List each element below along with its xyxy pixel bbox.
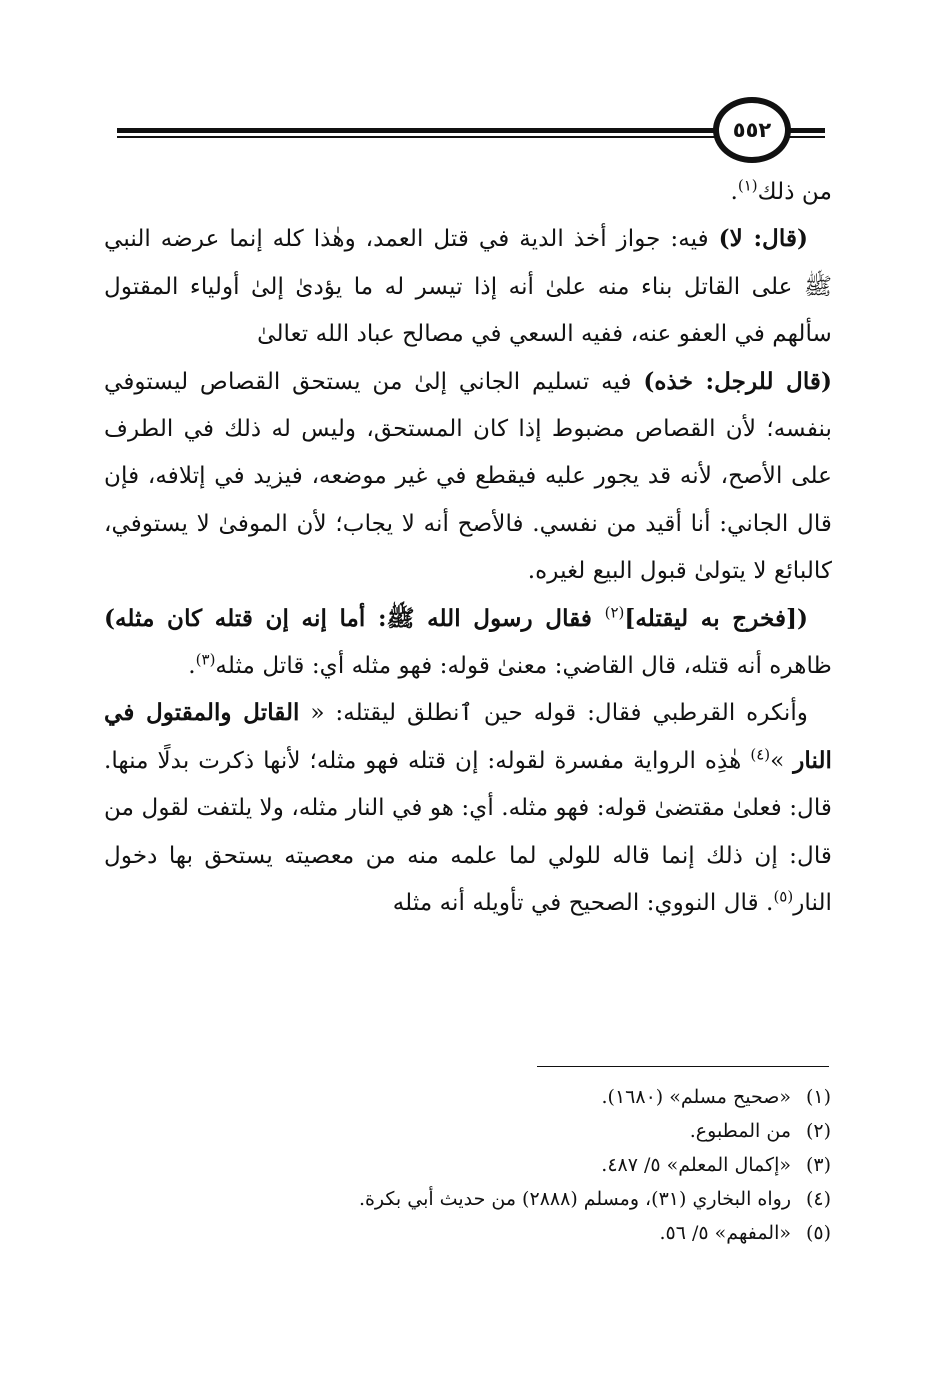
- page-number: ٥٥٢: [732, 118, 772, 142]
- footnote-ref: (٤): [750, 745, 771, 764]
- paragraph-text: . قال النووي: الصحيح في تأويله أنه مثله: [392, 889, 774, 917]
- paragraph-text: فيه تسليم الجاني إلىٰ من يستحق القصاص ليستوفي بنفسه؛ لأن القصاص مضبوط إذا كان المستحق، وليس له ذلك في الطرف على الأصح، لأنه قد يجور عليه فيقطع في غير موضعه، فيزيد في إتلافه، فإن قال الجاني: أنا أقيد من نفسي. فالأصح أنه لا يجاب؛ لأن الموفىٰ لا يستوفي، كالبائع لا يتولىٰ قبول البيع لغيره.: [104, 367, 832, 585]
- paragraph-2: [104, 215, 832, 357]
- paragraph-text: .: [730, 178, 738, 205]
- footnote-text: رواه البخاري (٣١)، ومسلم (٢٨٨٨) من حديث أبي بكرة.: [358, 1188, 791, 1210]
- footnote-item: [104, 1080, 831, 1114]
- lemma: فقال رسول الله ﷺ: أما إنه إن قتله كان مثله): [104, 604, 605, 632]
- paragraph-text: وأنكره القرطبي فقال: قوله حين ٱنطلق ليقتله: «: [299, 699, 808, 727]
- lemma: (قال للرجل: خذه): [643, 367, 832, 395]
- lemma: ([فخرج به ليقتله]: [624, 604, 808, 632]
- footnote-divider: [537, 1066, 829, 1067]
- footnote-item: [104, 1216, 831, 1250]
- footnote-item: [104, 1182, 831, 1216]
- footnote-text: «صحيح مسلم» (١٦٨٠).: [601, 1086, 791, 1108]
- paragraph-5: [104, 689, 832, 926]
- paragraph-text: فيه: جواز أخذ الدية في قتل العمد، وهٰذا كله إنما عرضه النبي ﷺ على القاتل بناء منه علىٰ أنه إذا تيسر له ما يؤدىٰ إلىٰ أولياء المقتول سألهم في العفو عنه، ففيه السعي في مصالح عباد الله تعالىٰ: [104, 225, 832, 348]
- footnote-ref: (١): [737, 176, 758, 195]
- header-rule-stub: [788, 128, 825, 133]
- paragraph-1: [104, 168, 832, 215]
- body-text: [104, 168, 832, 927]
- header-rule-stub-thin: [788, 136, 825, 138]
- paragraph-text: هٰذِه الرواية مفسرة لقوله: إن قتله فهو مثله؛ لأنها ذكرت بدلًا منها. قال: فعلىٰ مقتضىٰ قوله: فهو مثله. أي: هو في النار مثله، ولا يلتفت لقول من قال: إن ذلك إنما قاله للولي لما علمه منه من معصيته يستحق بها دخول النار: [104, 746, 832, 917]
- paragraph-text: من ذلك: [757, 178, 832, 205]
- footnote-number: (١): [805, 1086, 831, 1108]
- paragraph-text: .: [188, 652, 196, 680]
- footnote-text: «إكمال المعلم» ٥/ ٤٨٧.: [601, 1154, 791, 1176]
- footnote-ref: (٥): [773, 887, 794, 906]
- page-number-badge: [713, 97, 791, 163]
- footnote-item: [104, 1148, 831, 1182]
- paragraph-4: [104, 595, 832, 690]
- footnote-ref: (٢): [604, 602, 625, 621]
- footnote-text: «المفهم» ٥/ ٥٦.: [659, 1222, 791, 1244]
- footnote-ref: (٣): [195, 650, 216, 669]
- paragraph-3: [104, 358, 832, 595]
- footnote-number: (٤): [805, 1188, 831, 1210]
- footnote-number: (٣): [805, 1154, 831, 1176]
- footnote-text: من المطبوع.: [689, 1120, 791, 1142]
- footnote-number: (٢): [805, 1120, 831, 1142]
- paragraph-text: »: [770, 746, 794, 774]
- paragraph-text: ظاهره أنه قتله، قال القاضي: معنىٰ قوله: فهو مثله أي: قاتل مثله: [215, 652, 832, 680]
- quoted-hadith: القاتل والمقتول في النار: [104, 699, 833, 774]
- footnote-number: (٥): [805, 1222, 831, 1244]
- footnotes: [104, 1080, 831, 1250]
- lemma: (قال: لا): [718, 225, 809, 253]
- footnote-item: [104, 1114, 831, 1148]
